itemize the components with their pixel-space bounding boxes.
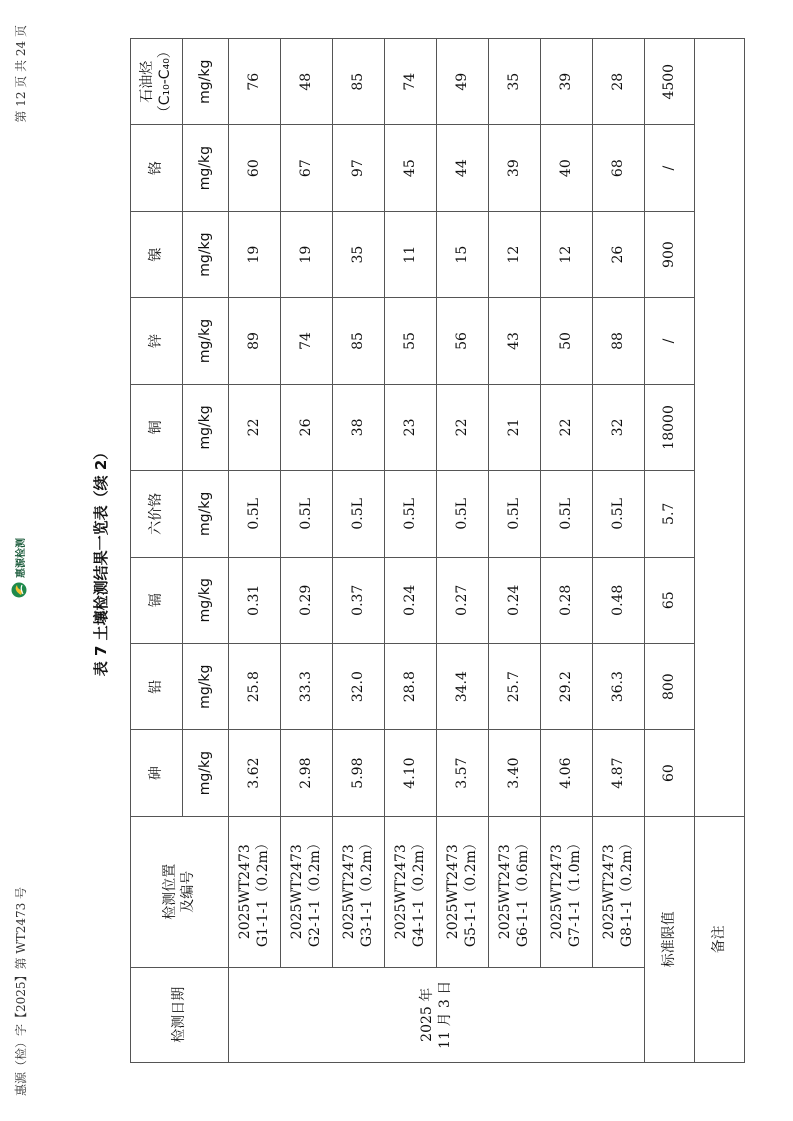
table-row (229, 39, 281, 1063)
value-cell: 49 (437, 39, 489, 125)
value-cell: 36.3 (593, 643, 645, 729)
value-cell: 15 (437, 211, 489, 297)
param-name: 铜 (131, 384, 183, 470)
limit-label: 标准限值 (645, 816, 695, 1062)
value-cell: 0.27 (437, 557, 489, 643)
value-cell: 25.7 (489, 643, 541, 729)
value-cell: 3.62 (229, 730, 281, 816)
sample-code: 2025WT2473 G3-1-1（0.2m） (333, 816, 385, 967)
sample-code: 2025WT2473 G5-1-1（0.2m） (437, 816, 489, 967)
value-cell: 0.28 (541, 557, 593, 643)
param-name: 镉 (131, 557, 183, 643)
sample-code: 2025WT2473 G1-1-1（0.2m） (229, 816, 281, 967)
value-cell: 11 (385, 211, 437, 297)
remark-value (695, 39, 745, 817)
value-cell: 28.8 (385, 643, 437, 729)
param-unit: mg/kg (183, 211, 229, 297)
param-unit: mg/kg (183, 730, 229, 816)
header-row-names (131, 39, 183, 1063)
page-number: 第 12 页 共 24 页 (14, 25, 28, 123)
value-cell: 56 (437, 298, 489, 384)
value-cell: 0.5L (593, 471, 645, 557)
table-row (437, 39, 489, 1063)
value-cell: 39 (489, 125, 541, 211)
value-cell: 0.5L (541, 471, 593, 557)
param-unit: mg/kg (183, 471, 229, 557)
param-unit: mg/kg (183, 557, 229, 643)
value-cell: 60 (229, 125, 281, 211)
value-cell: 85 (333, 39, 385, 125)
value-cell: 28 (593, 39, 645, 125)
param-name: 铅 (131, 643, 183, 729)
value-cell: 0.5L (385, 471, 437, 557)
value-cell: 43 (489, 298, 541, 384)
sample-code: 2025WT2473 G4-1-1（0.2m） (385, 816, 437, 967)
value-cell: 12 (541, 211, 593, 297)
value-cell: 4.06 (541, 730, 593, 816)
value-cell: 22 (541, 384, 593, 470)
table-row (593, 39, 645, 1063)
value-cell: 45 (385, 125, 437, 211)
param-name: 砷 (131, 730, 183, 816)
value-cell: 39 (541, 39, 593, 125)
col-header-date: 检测日期 (131, 967, 229, 1062)
value-cell: 32.0 (333, 643, 385, 729)
limit-value: 4500 (645, 39, 695, 125)
sample-code: 2025WT2473 G8-1-1（0.2m） (593, 816, 645, 967)
param-name: 铬 (131, 125, 183, 211)
remark-row (695, 39, 745, 1063)
value-cell: 4.10 (385, 730, 437, 816)
value-cell: 35 (489, 39, 541, 125)
value-cell: 55 (385, 298, 437, 384)
value-cell: 23 (385, 384, 437, 470)
logo-icon (11, 582, 27, 598)
table-row (385, 39, 437, 1063)
value-cell: 68 (593, 125, 645, 211)
value-cell: 4.87 (593, 730, 645, 816)
value-cell: 21 (489, 384, 541, 470)
limit-value: 5.7 (645, 471, 695, 557)
table-caption: 表 7 土壤检测结果一览表（续 2） (92, 444, 110, 677)
value-cell: 0.29 (281, 557, 333, 643)
value-cell: 0.24 (489, 557, 541, 643)
value-cell: 0.5L (333, 471, 385, 557)
limit-row (645, 39, 695, 1063)
value-cell: 44 (437, 125, 489, 211)
value-cell: 67 (281, 125, 333, 211)
value-cell: 97 (333, 125, 385, 211)
value-cell: 38 (333, 384, 385, 470)
param-name: 石油烃 （C₁₀-C₄₀） (131, 39, 183, 125)
value-cell: 25.8 (229, 643, 281, 729)
param-unit: mg/kg (183, 298, 229, 384)
value-cell: 19 (281, 211, 333, 297)
limit-value: 900 (645, 211, 695, 297)
sample-code: 2025WT2473 G2-1-1（0.2m） (281, 816, 333, 967)
limit-value: 18000 (645, 384, 695, 470)
value-cell: 88 (593, 298, 645, 384)
limit-value: 65 (645, 557, 695, 643)
table-row (489, 39, 541, 1063)
value-cell: 0.5L (489, 471, 541, 557)
value-cell: 3.40 (489, 730, 541, 816)
param-unit: mg/kg (183, 643, 229, 729)
param-unit: mg/kg (183, 125, 229, 211)
value-cell: 89 (229, 298, 281, 384)
value-cell: 0.24 (385, 557, 437, 643)
remark-label: 备注 (695, 816, 745, 1062)
logo-text: 惠源检测 (15, 538, 27, 578)
param-unit: mg/kg (183, 39, 229, 125)
value-cell: 3.57 (437, 730, 489, 816)
value-cell: 22 (229, 384, 281, 470)
value-cell: 22 (437, 384, 489, 470)
value-cell: 74 (281, 298, 333, 384)
limit-value: 60 (645, 730, 695, 816)
value-cell: 0.5L (437, 471, 489, 557)
value-cell: 0.31 (229, 557, 281, 643)
value-cell: 0.37 (333, 557, 385, 643)
date-cell: 2025 年 11 月 3 日 (229, 967, 645, 1062)
company-logo (8, 538, 30, 598)
value-cell: 26 (593, 211, 645, 297)
value-cell: 74 (385, 39, 437, 125)
value-cell: 0.5L (229, 471, 281, 557)
param-name: 六价铬 (131, 471, 183, 557)
value-cell: 12 (489, 211, 541, 297)
limit-value: 800 (645, 643, 695, 729)
value-cell: 40 (541, 125, 593, 211)
value-cell: 2.98 (281, 730, 333, 816)
param-name: 锌 (131, 298, 183, 384)
value-cell: 33.3 (281, 643, 333, 729)
value-cell: 76 (229, 39, 281, 125)
sample-code: 2025WT2473 G7-1-1（1.0m） (541, 816, 593, 967)
results-table (130, 38, 745, 1063)
value-cell: 35 (333, 211, 385, 297)
value-cell: 0.5L (281, 471, 333, 557)
value-cell: 5.98 (333, 730, 385, 816)
limit-value: / (645, 298, 695, 384)
param-name: 镍 (131, 211, 183, 297)
value-cell: 19 (229, 211, 281, 297)
value-cell: 29.2 (541, 643, 593, 729)
table-row (541, 39, 593, 1063)
col-header-location: 检测位置 及编号 (131, 816, 229, 967)
table-row (333, 39, 385, 1063)
value-cell: 34.4 (437, 643, 489, 729)
value-cell: 32 (593, 384, 645, 470)
value-cell: 26 (281, 384, 333, 470)
value-cell: 50 (541, 298, 593, 384)
table-row (281, 39, 333, 1063)
value-cell: 0.48 (593, 557, 645, 643)
limit-value: / (645, 125, 695, 211)
report-number: 惠源（检）字【2025】第 WT2473 号 (14, 886, 28, 1096)
sample-code: 2025WT2473 G6-1-1（0.6m） (489, 816, 541, 967)
value-cell: 85 (333, 298, 385, 384)
value-cell: 48 (281, 39, 333, 125)
param-unit: mg/kg (183, 384, 229, 470)
